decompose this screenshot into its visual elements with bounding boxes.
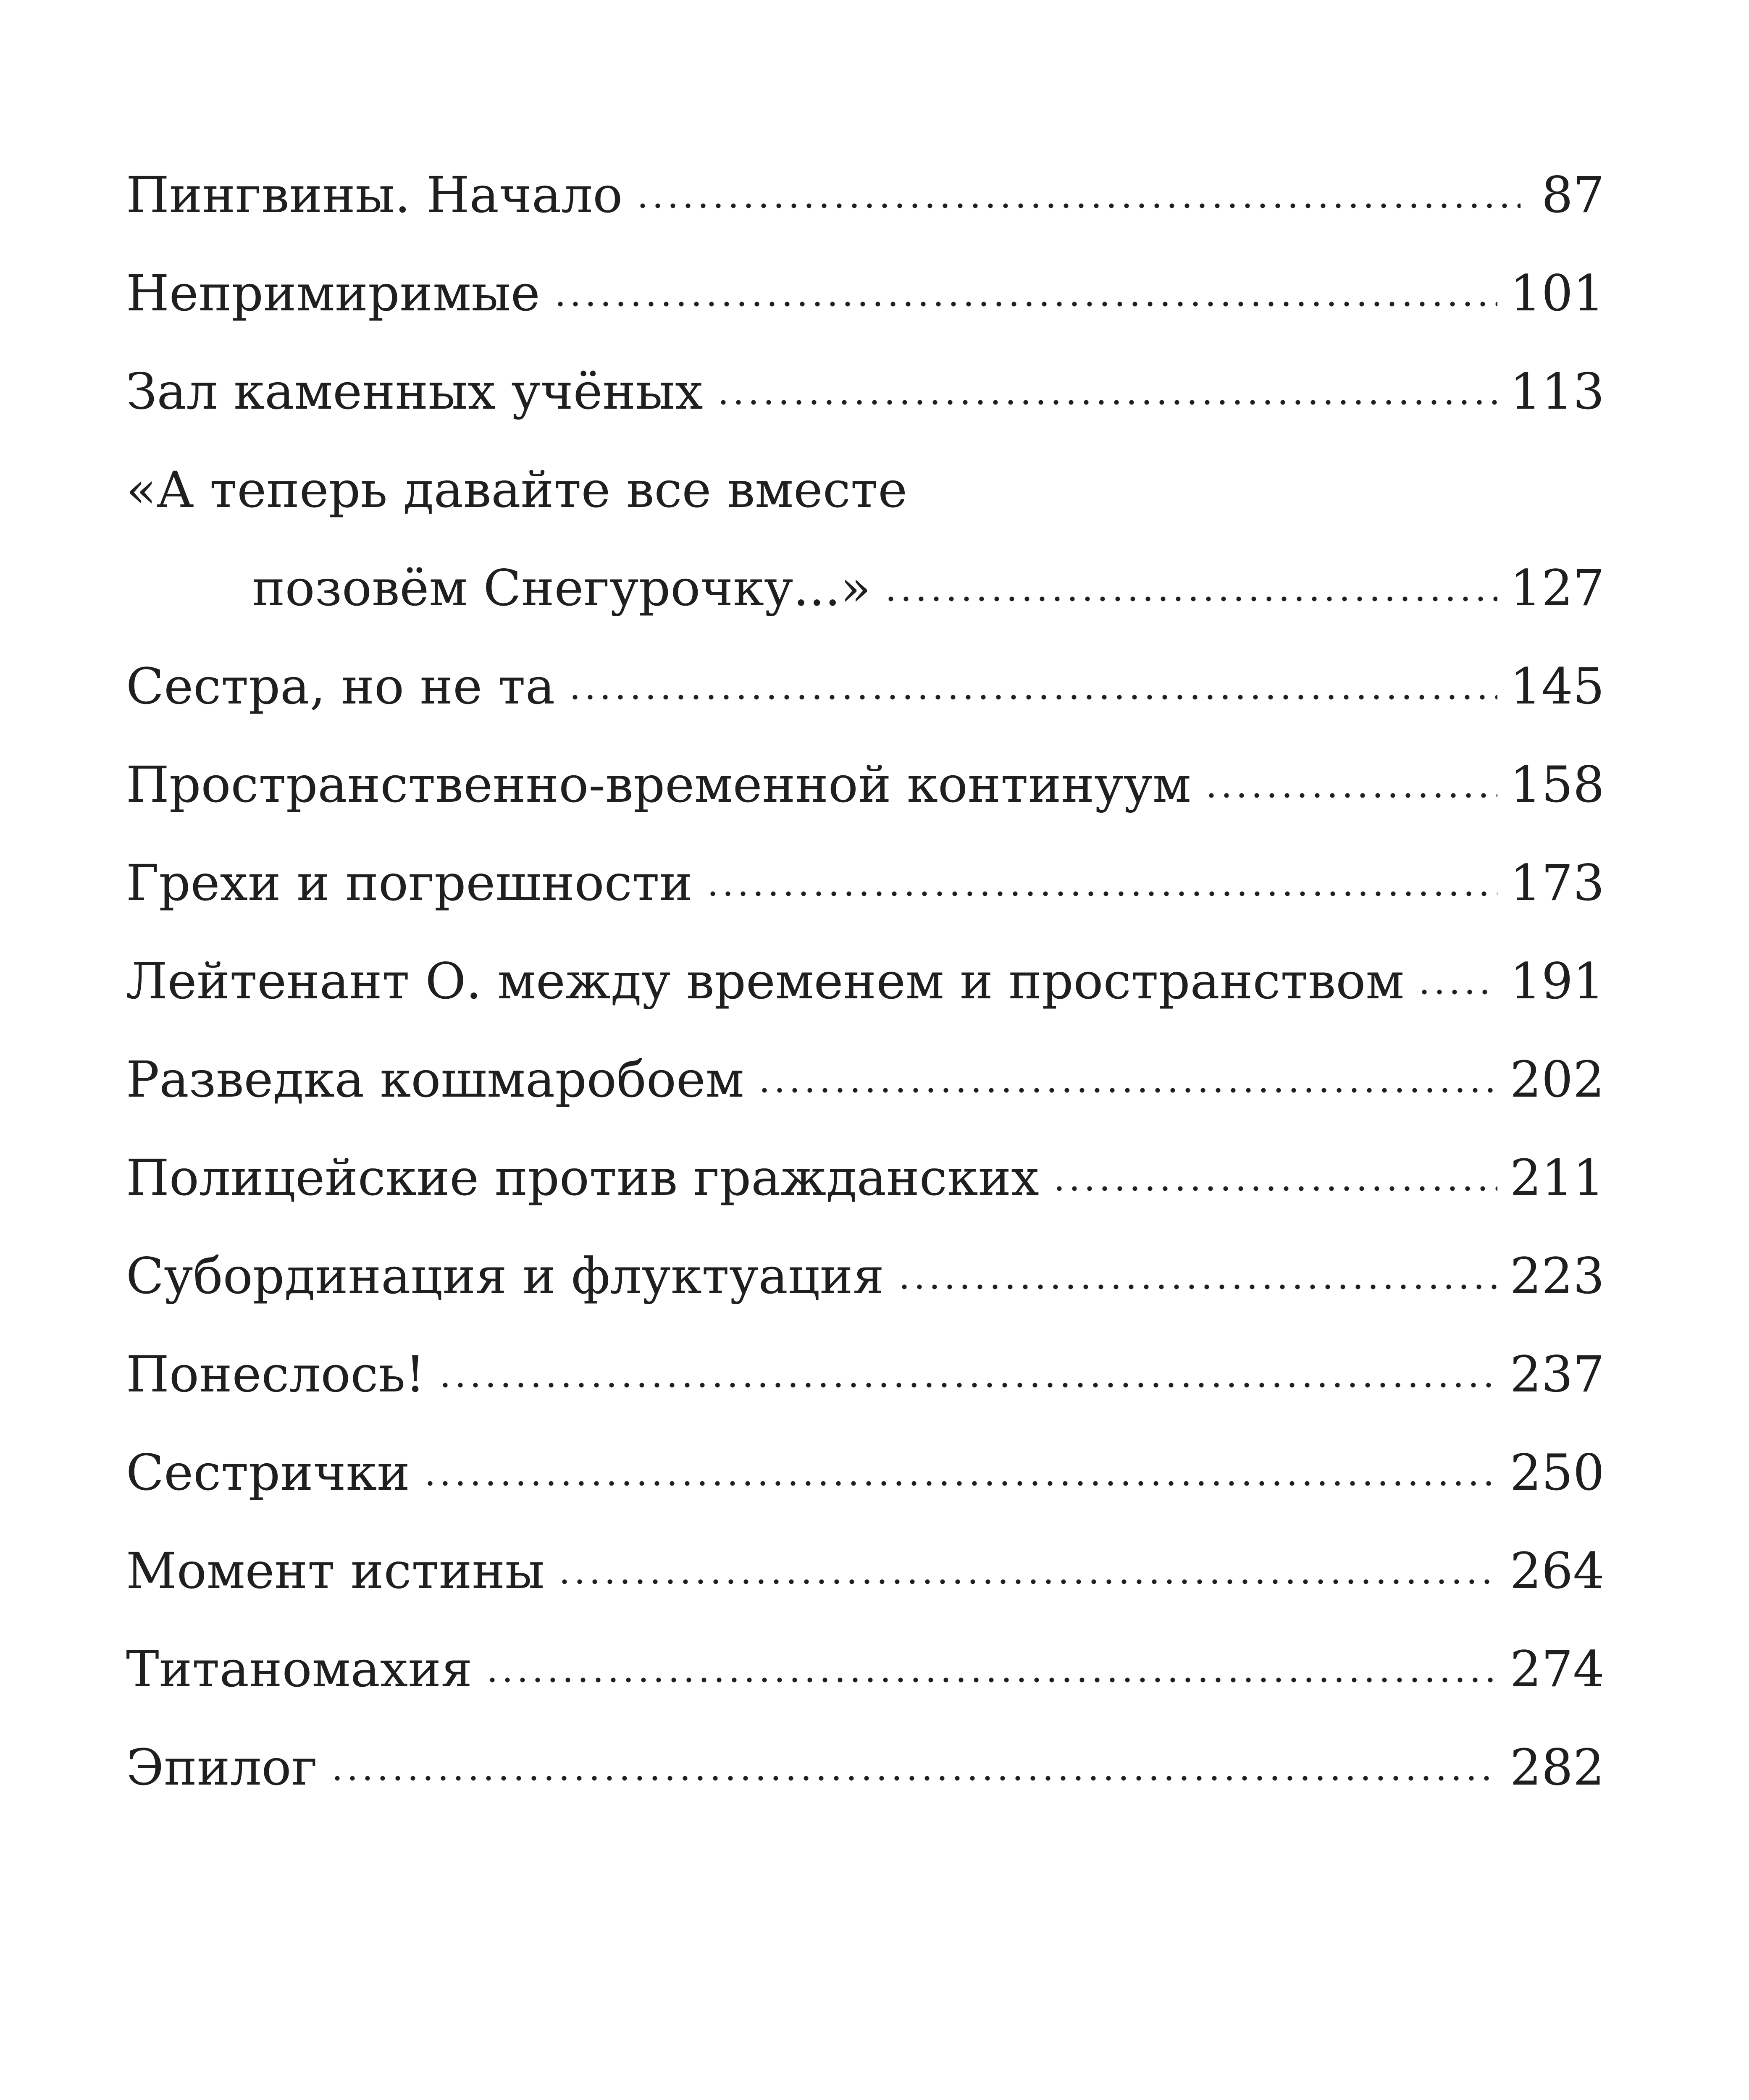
toc-entry-title: Титаномахия bbox=[126, 1640, 473, 1698]
toc-entry-title: Пингвины. Начало bbox=[126, 166, 623, 224]
dot-leader bbox=[635, 203, 1521, 208]
dot-leader bbox=[330, 1776, 1497, 1781]
toc-entry-page: 101 bbox=[1510, 264, 1605, 322]
toc-entry bbox=[126, 1226, 1605, 1324]
toc-entry-title: Лейтенант О. между временем и пространством bbox=[126, 952, 1405, 1010]
toc-entry bbox=[126, 636, 1605, 735]
toc-entry-title: Понеслось! bbox=[126, 1345, 425, 1403]
dot-leader bbox=[1417, 990, 1497, 995]
toc-entry-page: 191 bbox=[1510, 952, 1605, 1010]
toc-entry-page: 87 bbox=[1541, 166, 1605, 224]
toc-entry bbox=[126, 931, 1605, 1029]
dot-leader bbox=[716, 400, 1497, 405]
dot-leader bbox=[705, 891, 1497, 896]
toc-entry-page: 173 bbox=[1510, 854, 1605, 912]
toc-entry-title: Полицейские против гражданских bbox=[126, 1149, 1039, 1207]
toc-entry-page: 264 bbox=[1510, 1542, 1605, 1600]
toc-entry-page: 282 bbox=[1510, 1738, 1605, 1796]
toc-entry-title-continuation: позовём Снегурочку...» bbox=[252, 559, 871, 617]
toc-entry-title: «А теперь давайте все вместе bbox=[126, 461, 908, 519]
dot-leader bbox=[883, 596, 1497, 601]
dot-leader bbox=[553, 302, 1497, 307]
dot-leader bbox=[557, 1579, 1497, 1584]
toc-entry-title: Сестрички bbox=[126, 1444, 410, 1502]
toc-entry-page: 113 bbox=[1510, 362, 1605, 420]
toc-entry-title-first-line bbox=[126, 440, 1605, 538]
dot-leader bbox=[1052, 1186, 1497, 1191]
dot-leader bbox=[757, 1088, 1497, 1093]
toc-entry-page: 127 bbox=[1510, 559, 1605, 617]
toc-entry-page: 274 bbox=[1510, 1640, 1605, 1698]
toc-entry-title: Непримиримые bbox=[126, 264, 540, 322]
toc-entry-title: Сестра, но не та bbox=[126, 657, 555, 715]
toc-entry-page: 211 bbox=[1510, 1149, 1605, 1207]
toc-entry bbox=[126, 1423, 1605, 1521]
toc-entry bbox=[126, 1029, 1605, 1128]
toc-entry bbox=[126, 1324, 1605, 1423]
toc-entry bbox=[126, 1717, 1605, 1816]
toc-entry-page: 237 bbox=[1510, 1345, 1605, 1403]
dot-leader bbox=[567, 695, 1497, 700]
toc-entry bbox=[126, 1619, 1605, 1717]
dot-leader bbox=[485, 1677, 1497, 1683]
toc-entry-page: 223 bbox=[1510, 1247, 1605, 1305]
toc-entry bbox=[126, 243, 1605, 341]
toc-entry-title: Грехи и погрешности bbox=[126, 854, 693, 912]
toc-entry-title: Зал каменных учёных bbox=[126, 362, 703, 420]
toc-entry bbox=[126, 341, 1605, 440]
toc-entry-page: 158 bbox=[1510, 756, 1605, 814]
toc-entry-title: Субординация и флуктуация bbox=[126, 1247, 884, 1305]
toc-entry bbox=[126, 1128, 1605, 1226]
toc-entry bbox=[126, 145, 1605, 243]
dot-leader bbox=[438, 1383, 1497, 1388]
dot-leader bbox=[897, 1284, 1497, 1289]
toc-entry bbox=[126, 735, 1605, 833]
dot-leader bbox=[423, 1481, 1497, 1486]
toc-entry-title: Момент истины bbox=[126, 1542, 545, 1600]
toc-entry bbox=[126, 833, 1605, 931]
toc-entry bbox=[126, 538, 1605, 636]
toc-entry-page: 250 bbox=[1510, 1444, 1605, 1502]
toc-entry-page: 145 bbox=[1510, 657, 1605, 715]
toc-entry-title: Разведка кошмаробоем bbox=[126, 1050, 744, 1108]
toc-entry-title: Эпилог bbox=[126, 1738, 318, 1796]
table-of-contents bbox=[126, 145, 1605, 1816]
dot-leader bbox=[1204, 793, 1497, 798]
toc-entry-title: Пространственно-временной континуум bbox=[126, 756, 1191, 814]
toc-entry-page: 202 bbox=[1510, 1050, 1605, 1108]
toc-entry bbox=[126, 1521, 1605, 1619]
